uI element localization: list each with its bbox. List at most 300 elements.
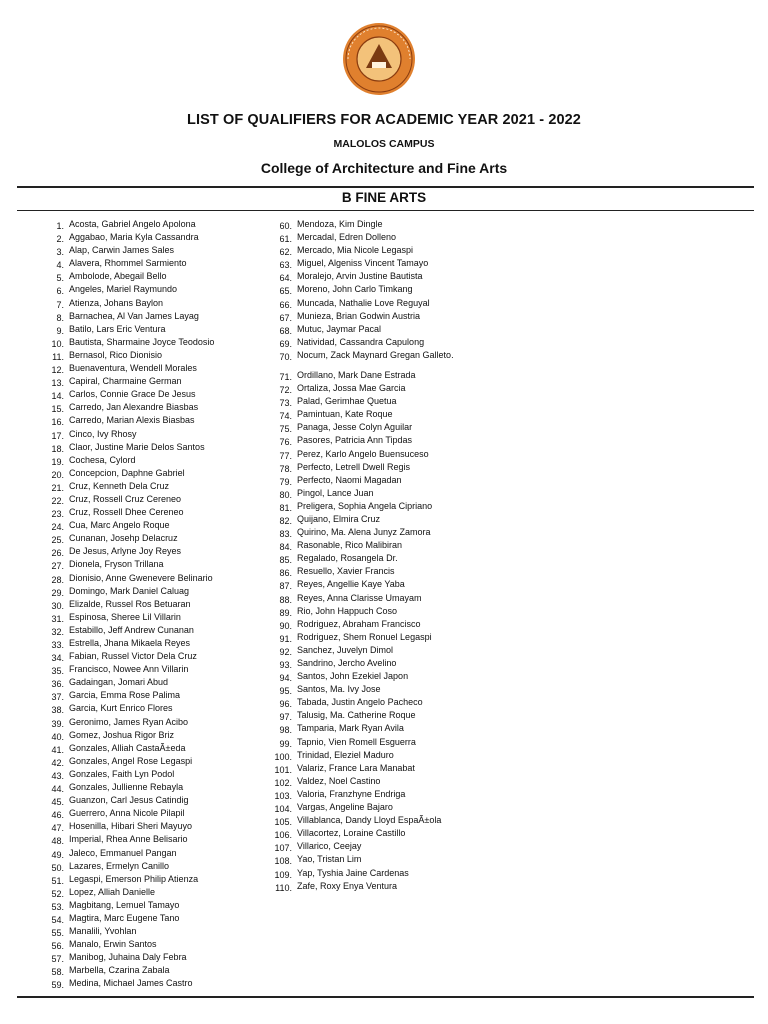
list-item-name: Rodriguez, Shem Ronuel Legaspi <box>297 631 432 642</box>
list-item-number: 74. <box>279 411 292 422</box>
list-item-number: 102. <box>274 777 292 788</box>
list-item-name: Carlos, Connie Grace De Jesus <box>69 389 196 400</box>
list-item-name: Nocum, Zack Maynard Gregan Galleto. <box>297 349 454 360</box>
list-item <box>258 244 467 257</box>
list-item-number: 28. <box>51 574 64 585</box>
list-item-number: 91. <box>279 633 292 644</box>
list-item <box>30 663 239 676</box>
list-item-number: 93. <box>279 660 292 670</box>
list-item-name: Estrella, Jhana Mikaela Reyes <box>69 638 191 648</box>
list-item-name: Dionela, Fryson Trillana <box>69 559 164 570</box>
list-item-name: Atienza, Johans Baylon <box>69 297 164 308</box>
list-item-name: Guerrero, Anna Nicole Pilapil <box>69 808 185 819</box>
list-item-number: 31. <box>51 613 64 624</box>
list-item-name: Mutuc, Jaymar Pacal <box>297 323 382 334</box>
list-item <box>30 676 239 689</box>
list-item <box>258 762 467 775</box>
list-item <box>258 788 467 801</box>
list-item-number: 16. <box>51 417 64 428</box>
list-item-number: 29. <box>51 587 64 598</box>
list-item-name: Cruz, Kenneth Dela Cruz <box>69 480 170 491</box>
list-item <box>258 500 467 513</box>
list-item <box>258 382 467 395</box>
list-item <box>258 605 467 618</box>
list-item-number: 95. <box>279 686 292 697</box>
list-item-name: Moralejo, Arvin Justine Bautista <box>297 271 423 282</box>
list-item-name: Magbitang, Lemuel Tamayo <box>69 899 180 910</box>
list-item <box>30 755 239 768</box>
list-item-name: Moreno, John Carlo Timkang <box>297 284 413 295</box>
list-item-name: Cunanan, Josehp Delacruz <box>69 533 178 544</box>
list-item-number: 13. <box>51 378 64 389</box>
list-item-name: Manibog, Juhaina Daly Febra <box>69 952 187 963</box>
list-item-name: Valoria, Franzhyne Endriga <box>297 788 406 799</box>
list-item-number: 92. <box>279 646 292 657</box>
list-item-number: 87. <box>279 581 292 592</box>
list-item-name: Pasores, Patricia Ann Tipdas <box>297 435 413 446</box>
list-item <box>30 231 239 244</box>
list-item-name: Zafe, Roxy Enya Ventura <box>297 880 398 891</box>
list-item <box>30 545 239 558</box>
list-item <box>258 474 467 487</box>
list-item-number: 103. <box>274 790 292 801</box>
list-item-name: Cruz, Rossell Dhee Cereneo <box>69 507 184 518</box>
list-item-name: De Jesus, Arlyne Joy Reyes <box>69 546 182 557</box>
list-item-number: 27. <box>51 561 64 572</box>
list-item-name: Imperial, Rhea Anne Belisario <box>69 834 188 845</box>
list-item <box>30 532 239 545</box>
list-item-number: 79. <box>279 476 292 487</box>
list-item <box>258 526 467 539</box>
list-item-number: 30. <box>51 600 64 611</box>
list-item <box>30 886 239 899</box>
list-item <box>30 611 239 624</box>
list-item <box>30 781 239 794</box>
campus-label: MALOLOS CAMPUS <box>333 138 435 150</box>
list-item-number: 36. <box>51 679 64 690</box>
list-item-name: Medina, Michael James Castro <box>69 978 193 989</box>
list-item-name: Santos, Ma. Ivy Jose <box>297 684 381 695</box>
list-item-name: Carredo, Marian Alexis Biasbas <box>69 415 195 426</box>
list-item-number: 18. <box>51 443 64 454</box>
list-item-number: 81. <box>279 502 292 513</box>
list-item-name: Angeles, Mariel Raymundo <box>69 284 178 295</box>
list-item-number: 9. <box>56 325 64 336</box>
list-item-number: 77. <box>279 450 292 461</box>
list-item-name: Muncada, Nathalie Love Reguyal <box>297 297 430 308</box>
list-item-name: Palad, Gerimhae Quetua <box>297 396 397 407</box>
list-item <box>258 323 467 336</box>
list-item-number: 11. <box>52 351 64 362</box>
list-item <box>30 270 239 283</box>
list-item-name: Mercado, Mia Nicole Legaspi <box>297 245 414 256</box>
list-item-number: 110. <box>275 882 292 893</box>
list-item <box>30 480 239 493</box>
list-item <box>258 218 467 231</box>
list-item <box>258 578 467 591</box>
list-item-number: 100. <box>274 751 292 762</box>
list-item <box>30 624 239 637</box>
list-item-number: 73. <box>279 398 292 409</box>
list-item <box>30 912 239 925</box>
divider-middle <box>17 210 754 211</box>
list-item <box>30 925 239 938</box>
list-item-name: Magtira, Marc Eugene Tano <box>69 912 180 923</box>
list-item-number: 45. <box>51 797 64 808</box>
list-item <box>30 768 239 781</box>
list-item-number: 49. <box>51 849 64 860</box>
list-item-name: Pamintuan, Kate Roque <box>297 409 393 420</box>
list-item <box>30 637 239 650</box>
divider-top <box>17 186 754 188</box>
list-item-number: 15. <box>51 404 64 415</box>
list-item-name: Regalado, Rosangela Dr. <box>297 553 398 564</box>
list-item-name: Lopez, Alliah Danielle <box>69 886 156 897</box>
list-item-name: Elizalde, Russel Ros Betuaran <box>69 598 191 609</box>
list-item-name: Bautista, Sharmaine Joyce Teodosio <box>69 336 215 347</box>
list-item-name: Gonzales, Jullienne Rebayla <box>69 782 184 793</box>
list-item <box>258 349 467 369</box>
list-item <box>258 736 467 749</box>
list-item <box>30 729 239 742</box>
list-item <box>30 572 239 585</box>
list-item <box>30 938 239 951</box>
list-item-name: Legaspi, Emerson Philip Atienza <box>69 873 199 884</box>
list-item-name: Acosta, Gabriel Angelo Apolona <box>69 219 196 229</box>
list-item-number: 4. <box>56 260 64 271</box>
list-item-number: 63. <box>279 260 292 271</box>
list-item <box>30 702 239 715</box>
list-item-name: Dionisio, Anne Gwenevere Belinario <box>69 572 213 583</box>
list-item <box>258 513 467 526</box>
list-item <box>30 794 239 807</box>
list-item-name: Valdez, Noel Castino <box>297 775 381 786</box>
list-item-name: Miguel, Algeniss Vincent Tamayo <box>297 258 429 269</box>
list-item <box>30 257 239 270</box>
list-item <box>30 218 239 231</box>
list-item <box>30 349 239 362</box>
list-item-number: 58. <box>51 967 64 978</box>
list-item <box>258 592 467 605</box>
program-name: B FINE ARTS <box>341 190 427 205</box>
list-item <box>30 506 239 519</box>
list-item <box>258 827 467 840</box>
list-item-name: Carredo, Jan Alexandre Biasbas <box>69 402 199 413</box>
list-item-number: 99. <box>279 738 292 749</box>
list-item <box>30 689 239 702</box>
list-item-name: Perfecto, Naomi Magadan <box>297 474 402 485</box>
list-item-name: Preligera, Sophia Angela Cipriano <box>297 500 433 511</box>
list-item-number: 19. <box>51 456 64 467</box>
qualifiers-list-right <box>258 218 467 893</box>
list-item-number: 48. <box>51 836 64 847</box>
list-item-number: 106. <box>274 830 292 841</box>
list-item-name: Rodriguez, Abraham Francisco <box>297 618 421 629</box>
list-item <box>30 283 239 296</box>
list-item-number: 109. <box>274 869 292 880</box>
list-item-number: 12. <box>51 365 64 376</box>
list-item-name: Villablanca, Dandy Lloyd EspaÃ±ola <box>297 815 442 826</box>
list-item-number: 97. <box>279 712 292 723</box>
list-item-name: Tabada, Justin Angelo Pacheco <box>297 697 423 708</box>
list-item-name: Panaga, Jesse Colyn Aguilar <box>297 422 413 433</box>
list-item-number: 76. <box>279 437 292 448</box>
list-item <box>258 749 467 762</box>
list-item-name: Villarico, Ceejay <box>297 841 362 852</box>
list-item-name: Vargas, Angeline Bajaro <box>297 802 393 813</box>
list-item-number: 105. <box>274 817 292 828</box>
list-item <box>258 539 467 552</box>
list-item-name: Jaleco, Emmanuel Pangan <box>69 847 177 858</box>
list-item-name: Perfecto, Letrell Dwell Regis <box>297 461 411 472</box>
list-item-number: 68. <box>279 325 292 336</box>
list-item-name: Batilo, Lars Eric Ventura <box>69 323 166 334</box>
list-item <box>30 336 239 349</box>
list-item <box>30 977 239 990</box>
list-item-name: Cruz, Rossell Cruz Cereneo <box>69 493 182 504</box>
list-item-name: Sandrino, Jercho Avelino <box>297 658 397 668</box>
list-item-number: 24. <box>51 522 64 533</box>
list-item-name: Garcia, Emma Rose Palima <box>69 690 181 701</box>
list-item-name: Geronimo, James Ryan Acibo <box>69 716 189 727</box>
list-item-name: Manalo, Erwin Santos <box>69 939 157 950</box>
college-name: College of Architecture and Fine Arts <box>260 160 508 176</box>
list-item <box>258 369 467 382</box>
list-item-number: 26. <box>51 548 64 559</box>
list-item-name: Mendoza, Kim Dingle <box>297 219 383 229</box>
list-item-number: 98. <box>279 725 292 736</box>
list-item-name: Yap, Tyshia Jaine Cardenas <box>297 867 409 878</box>
list-item-number: 101. <box>274 764 292 775</box>
list-item-number: 60. <box>279 221 292 231</box>
list-item <box>258 618 467 631</box>
list-item-number: 35. <box>51 666 64 677</box>
list-item-name: Cinco, Ivy Rhosy <box>69 428 137 439</box>
list-item-number: 107. <box>274 843 292 854</box>
list-item-number: 21. <box>51 482 64 493</box>
list-item-name: Cua, Marc Angelo Roque <box>69 520 170 531</box>
list-item <box>30 467 239 480</box>
list-item-name: Espinosa, Sheree Lil Villarin <box>69 611 181 622</box>
list-item-name: Santos, John Ezekiel Japon <box>297 671 409 682</box>
list-item-number: 2. <box>56 234 64 245</box>
list-item <box>258 565 467 578</box>
list-item-name: Marbella, Czarina Zabala <box>69 965 170 976</box>
list-item <box>258 657 467 670</box>
list-item <box>30 388 239 401</box>
list-item-number: 33. <box>51 640 64 650</box>
list-item <box>258 709 467 722</box>
list-item <box>30 310 239 323</box>
list-item-number: 7. <box>56 299 64 310</box>
list-item-number: 41. <box>51 744 64 755</box>
list-item <box>258 487 467 500</box>
list-item <box>258 257 467 270</box>
list-item-number: 65. <box>279 286 292 297</box>
list-item <box>30 323 239 336</box>
list-item-number: 62. <box>279 247 292 258</box>
list-item-name: Lazares, Ermelyn Canillo <box>69 860 170 871</box>
list-item-number: 25. <box>51 535 64 546</box>
list-item <box>30 414 239 427</box>
list-item-name: Gomez, Joshua Rigor Briz <box>69 729 175 740</box>
list-item-number: 5. <box>56 273 64 284</box>
list-item <box>30 401 239 414</box>
list-item-number: 84. <box>279 542 292 553</box>
list-item-name: Ortaliza, Jossa Mae Garcia <box>297 383 406 394</box>
list-item <box>258 270 467 283</box>
list-item <box>30 716 239 729</box>
list-item <box>258 683 467 696</box>
page-title: LIST OF QUALIFIERS FOR ACADEMIC YEAR 2021 - 2022 <box>187 112 581 128</box>
list-item <box>258 297 467 310</box>
list-item <box>258 696 467 709</box>
list-item-name: Barnachea, Al Van James Layag <box>69 310 199 321</box>
list-item <box>258 434 467 447</box>
list-item <box>30 598 239 611</box>
list-item-number: 51. <box>51 875 64 886</box>
list-item-name: Estabillo, Jeff Andrew Cunanan <box>69 624 194 635</box>
list-item-name: Reyes, Anna Clarisse Umayam <box>297 592 422 603</box>
list-item-number: 90. <box>279 620 292 631</box>
list-item-name: Natividad, Cassandra Capulong <box>297 336 425 347</box>
list-item-number: 52. <box>51 888 64 899</box>
list-item-number: 38. <box>51 705 64 716</box>
list-item <box>30 558 239 571</box>
list-item <box>258 310 467 323</box>
divider-bottom <box>17 996 754 998</box>
list-item-name: Claor, Justine Marie Delos Santos <box>69 441 205 452</box>
list-item <box>30 873 239 886</box>
list-item-name: Alap, Carwin James Sales <box>69 245 175 256</box>
list-item-number: 104. <box>274 804 292 815</box>
list-item <box>30 375 239 388</box>
list-item <box>258 775 467 788</box>
list-item <box>30 820 239 833</box>
list-item <box>30 454 239 467</box>
list-item-name: Manalili, Yvohlan <box>69 926 137 937</box>
list-item-name: Alavera, Rhommel Sarmiento <box>69 258 187 269</box>
list-item <box>30 519 239 532</box>
list-item <box>258 336 467 349</box>
list-item <box>30 428 239 441</box>
list-item <box>258 644 467 657</box>
list-item-number: 3. <box>56 247 64 258</box>
list-item-number: 89. <box>279 607 292 618</box>
qualifiers-list-left <box>30 218 239 991</box>
list-item-number: 108. <box>274 856 292 867</box>
list-item <box>30 742 239 755</box>
list-item <box>258 880 467 893</box>
list-item-name: Ambolode, Abegail Bello <box>69 271 167 282</box>
list-item-number: 70. <box>279 351 292 362</box>
list-item <box>258 408 467 421</box>
list-item-name: Domingo, Mark Daniel Caluag <box>69 585 190 596</box>
list-item-number: 72. <box>279 385 292 396</box>
list-item-number: 85. <box>279 555 292 566</box>
list-item <box>258 461 467 474</box>
list-item-name: Gonzales, Faith Lyn Podol <box>69 768 175 779</box>
list-item-name: Munieza, Brian Godwin Austria <box>297 310 421 321</box>
list-item-number: 8. <box>56 312 64 323</box>
list-item-number: 94. <box>279 673 292 684</box>
list-item <box>30 297 239 310</box>
list-item-name: Guanzon, Carl Jesus Catindig <box>69 795 189 806</box>
list-item-number: 23. <box>51 509 64 520</box>
list-item-number: 82. <box>279 515 292 526</box>
list-item-number: 6. <box>56 286 64 297</box>
list-item-number: 1. <box>56 221 64 231</box>
list-item <box>30 951 239 964</box>
list-item-number: 61. <box>279 234 292 245</box>
list-item-name: Talusig, Ma. Catherine Roque <box>297 710 416 721</box>
list-item-number: 47. <box>51 823 64 834</box>
list-item <box>258 840 467 853</box>
list-item <box>30 650 239 663</box>
list-item-name: Perez, Karlo Angelo Buensuceso <box>297 448 429 459</box>
list-item-name: Tapnio, Vien Romell Esguerra <box>297 736 416 747</box>
list-item <box>258 231 467 244</box>
list-item-name: Ordillano, Mark Dane Estrada <box>297 369 416 380</box>
list-item-number: 43. <box>51 770 64 781</box>
list-item-number: 22. <box>51 495 64 506</box>
list-item <box>30 807 239 820</box>
list-item-name: Rasonable, Rico Malibiran <box>297 540 403 551</box>
list-item-name: Valariz, France Lara Manabat <box>297 762 415 773</box>
list-item-name: Garcia, Kurt Enrico Flores <box>69 703 173 714</box>
list-item-number: 40. <box>51 731 64 742</box>
list-item <box>258 867 467 880</box>
list-item <box>30 860 239 873</box>
list-item-number: 17. <box>51 430 64 441</box>
list-item-number: 54. <box>51 914 64 925</box>
list-item <box>258 670 467 683</box>
list-item <box>258 448 467 461</box>
list-item-name: Quirino, Ma. Alena Junyz Zamora <box>297 527 431 538</box>
university-seal-logo <box>336 22 422 96</box>
list-item-name: Gonzales, Alliah CastaÃ±eda <box>69 742 186 753</box>
list-item-number: 32. <box>51 626 64 637</box>
list-item-name: Sanchez, Juvelyn Dimol <box>297 644 394 655</box>
list-item <box>30 899 239 912</box>
list-item-number: 67. <box>279 312 292 323</box>
list-item-name: Hosenilla, Hibari Sheri Mayuyo <box>69 821 193 832</box>
list-item-number: 44. <box>51 784 64 795</box>
list-item-number: 56. <box>51 941 64 952</box>
list-item-number: 53. <box>51 901 64 912</box>
list-item-number: 71. <box>279 371 292 382</box>
list-item-name: Aggabao, Maria Kyla Cassandra <box>69 232 199 243</box>
list-item-name: Gadaingan, Jomari Abud <box>69 677 169 688</box>
list-item-number: 57. <box>51 954 64 965</box>
list-item <box>258 395 467 408</box>
list-item <box>258 631 467 644</box>
list-item-name: Villacortez, Loraine Castillo <box>297 828 406 839</box>
list-item-number: 59. <box>51 980 64 991</box>
list-item-number: 14. <box>51 391 64 402</box>
list-item <box>30 244 239 257</box>
list-item <box>258 421 467 434</box>
list-item <box>30 362 239 375</box>
list-item <box>30 441 239 454</box>
list-item-name: Bernasol, Rico Dionisio <box>69 349 163 360</box>
list-item-name: Reyes, Angellie Kaye Yaba <box>297 579 405 590</box>
list-item <box>30 847 239 860</box>
list-item-name: Yao, Tristan Lim <box>297 854 362 865</box>
list-item <box>258 552 467 565</box>
list-item-number: 55. <box>51 928 64 939</box>
list-item-number: 80. <box>279 489 292 500</box>
